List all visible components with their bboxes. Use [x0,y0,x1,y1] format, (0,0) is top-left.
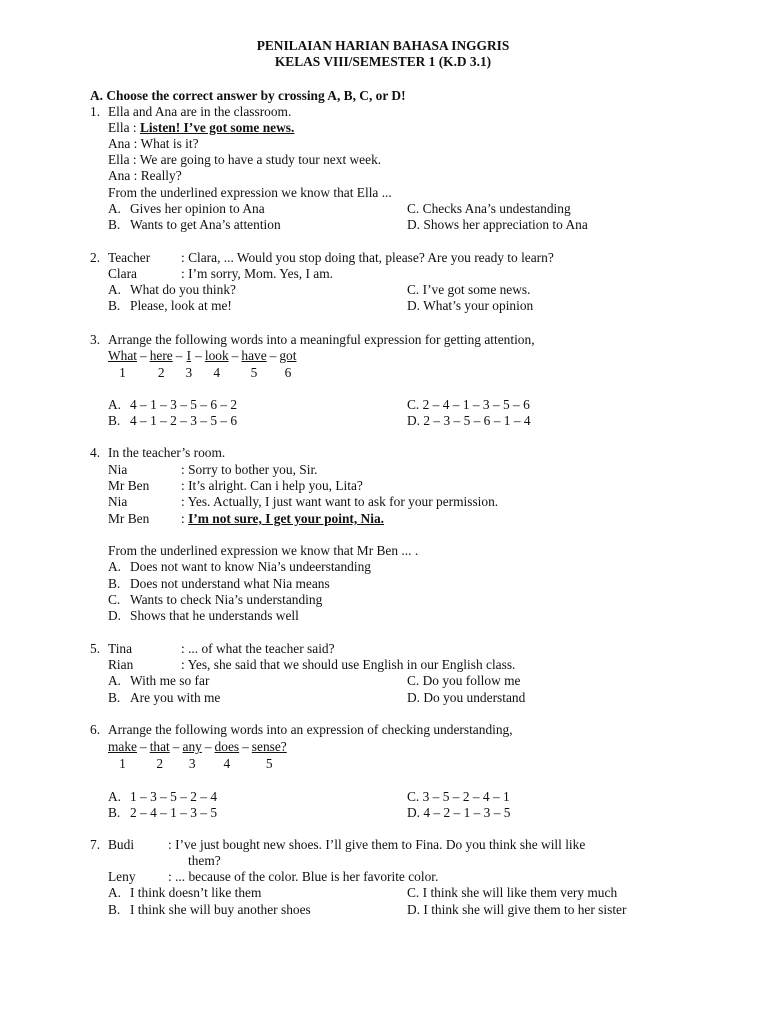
dialog-line [108,641,335,657]
option-letter: C. [407,282,420,297]
option-letter: D. [407,805,421,820]
speaker: Budi [108,837,135,852]
option-text: I think she will like them very much [422,885,618,900]
option-letter: A. [108,397,122,412]
option-letter: D. [407,217,421,232]
word: I [186,348,192,363]
question-number: 4. [90,445,101,460]
option-letter: B. [108,690,121,705]
word: look [204,348,229,363]
separator: – [140,348,147,363]
option-letter: A. [108,885,122,900]
option-text: 2 – 4 – 1 – 3 – 5 [130,805,218,820]
word-item [252,739,287,772]
option-d[interactable] [108,608,299,624]
option-a[interactable] [108,559,371,575]
word: got [279,348,297,363]
speaker: Mr Ben [108,478,150,493]
option-letter: B. [108,576,121,591]
question-instruction: Arrange the following words into a meaningful expression for getting attention, [108,332,535,347]
underlined-expression: I’m not sure, I get your point, Nia. [188,511,384,526]
separator: – [204,739,212,754]
dialog-text: : It’s alright. Can i help you, Lita? [181,478,363,493]
option-b[interactable] [108,413,237,429]
option-letter: B. [108,805,121,820]
option-text: Gives her opinion to Ana [130,201,265,216]
word-item [108,348,137,381]
option-letter: A. [108,559,122,574]
option-letter: C. [407,885,420,900]
dialog-text: : Clara, ... Would you stop doing that, please? Are you ready to learn? [181,250,554,265]
dialog-text: : Yes. Actually, I just want want to ask for your permission. [181,494,499,509]
option-b[interactable] [108,690,220,706]
option-letter: A. [108,789,122,804]
option-text: Does not understand what Nia means [130,576,330,591]
speaker: Ana : [108,136,138,151]
separator: – [172,739,180,754]
option-letter: A. [108,201,122,216]
option-letter: A. [108,673,122,688]
option-letter: D. [407,298,421,313]
option-letter: D. [407,902,421,917]
word-item [215,739,240,772]
option-text: I think she will give them to her sister [423,902,627,917]
word-number: 4 [213,365,221,380]
option-c[interactable] [407,282,531,298]
underlined-expression: Listen! I’ve got some news. [140,120,295,135]
option-text: What’s your opinion [423,298,534,313]
separator: – [231,348,239,363]
speaker: Ana : [108,168,138,183]
speaker: Ella : [108,120,137,135]
option-c[interactable] [407,789,510,805]
separator: – [195,348,202,363]
dialog-line [108,462,318,478]
dialog-text: We are going to have a study tour next week. [139,152,382,167]
option-text: Are you with me [130,690,221,705]
option-letter: A. [108,282,122,297]
word-number: 2 [157,365,165,380]
question-intro: In the teacher’s room. [108,445,226,460]
word-number: 1 [119,365,126,380]
word-item [185,348,192,381]
question-prompt: From the underlined expression we know that Ella ... [108,185,392,200]
speaker: Teacher [108,250,151,265]
dialog-line [108,869,438,885]
colon: : [181,511,189,526]
option-text: 2 – 3 – 5 – 6 – 1 – 4 [423,413,531,428]
option-text: Wants to check Nia’s understanding [130,592,323,607]
separator: – [242,739,249,754]
word: have [241,348,267,363]
dialog-line [108,120,294,136]
option-text: Does not want to know Nia’s undeerstanding [130,559,371,574]
word-number: 5 [250,365,258,380]
dialog-continuation: them? [188,853,221,868]
option-text: 4 – 1 – 2 – 3 – 5 – 6 [130,413,238,428]
word-item [279,348,296,381]
option-text: Wants to get Ana’s attention [130,217,281,232]
option-c[interactable] [407,201,571,217]
dialog-line [108,250,554,266]
dialog-line [108,511,384,527]
word-item [108,739,137,772]
question-number: 1. [90,104,101,119]
option-a[interactable] [108,201,265,217]
option-letter: D. [407,413,421,428]
word-item [183,739,202,772]
question-number: 2. [90,250,101,265]
separator: – [140,739,147,754]
option-text: Please, look at me! [130,298,232,313]
word-item [205,348,229,381]
dialog-line [108,837,585,853]
option-b[interactable] [108,217,281,233]
word-item [241,348,266,381]
dialog-line [108,657,515,673]
word-number: 2 [156,756,164,771]
dialog-text: : Sorry to bother you, Sir. [181,462,318,477]
option-text: What do you think? [130,282,236,297]
option-text: I’ve got some news. [422,282,531,297]
option-letter: B. [108,298,121,313]
word: sense? [251,739,287,754]
dialog-text: What is it? [140,136,199,151]
option-text: Do you follow me [422,673,521,688]
speaker: Nia [108,494,128,509]
option-a[interactable] [108,789,217,805]
option-text: 3 – 5 – 2 – 4 – 1 [422,789,510,804]
dialog-line [108,494,498,510]
word-number: 3 [188,756,196,771]
option-text: With me so far [130,673,210,688]
option-text: 4 – 1 – 3 – 5 – 6 – 2 [130,397,238,412]
option-b[interactable] [108,576,330,592]
option-a[interactable] [108,673,209,689]
option-d[interactable] [407,902,626,918]
word: here [149,348,173,363]
option-letter: C. [108,592,121,607]
worksheet-title: PENILAIAN HARIAN BAHASA INGGRIS [256,38,510,53]
option-b[interactable] [108,298,232,314]
word-number: 6 [284,365,292,380]
word: does [214,739,240,754]
option-b[interactable] [108,902,311,918]
option-c[interactable] [407,673,520,689]
option-d[interactable] [407,805,510,821]
option-letter: B. [108,902,121,917]
speaker: Rian [108,657,134,672]
option-letter: C. [407,397,420,412]
question-instruction: Arrange the following words into an expression of checking understanding, [108,722,513,737]
separator: – [269,348,277,363]
option-letter: C. [407,789,420,804]
speaker: Nia [108,462,128,477]
option-letter: B. [108,217,121,232]
option-d[interactable] [407,298,533,314]
word-number: 5 [265,756,273,771]
option-letter: C. [407,201,420,216]
dialog-text: : I’m sorry, Mom. Yes, I am. [181,266,334,281]
question-prompt: From the underlined expression we know that Mr Ben ... . [108,543,419,558]
section-a-instruction: A. Choose the correct answer by crossing A, B, C, or D! [90,88,406,103]
option-d[interactable] [407,217,588,233]
option-letter: C. [407,673,420,688]
question-number: 6. [90,722,101,737]
speaker: Mr Ben [108,511,150,526]
word: What [108,348,137,363]
option-text: Shows her appreciation to Ana [423,217,588,232]
option-a[interactable] [108,282,236,298]
option-text: 4 – 2 – 1 – 3 – 5 [423,805,511,820]
dialog-line [108,478,363,494]
dialog-text: : Yes, she said that we should use English in our English class. [181,657,516,672]
option-text: Shows that he understands well [130,608,299,623]
word: any [182,739,202,754]
option-d[interactable] [407,690,525,706]
option-letter: D. [108,608,122,623]
option-a[interactable] [108,397,237,413]
separator: – [175,348,183,363]
speaker: Leny [108,869,136,884]
worksheet-subtitle: KELAS VIII/SEMESTER 1 (K.D 3.1) [274,54,492,69]
speaker: Tina [108,641,133,656]
option-text: I think doesn’t like them [130,885,262,900]
question-number: 5. [90,641,101,656]
question-number: 3. [90,332,101,347]
question-intro: Ella and Ana are in the classroom. [108,104,292,119]
option-d[interactable] [407,413,531,429]
dialog-text: : ... of what the teacher said? [181,641,335,656]
option-c[interactable] [407,397,530,413]
option-text: Checks Ana’s undestanding [422,201,571,216]
dialog-line [108,168,182,184]
word: that [149,739,170,754]
dialog-text: : ... because of the color. Blue is her favorite color. [168,869,439,884]
option-c[interactable] [407,885,617,901]
word-scramble [108,739,287,772]
option-a[interactable] [108,885,261,901]
speaker: Ella : [108,152,137,167]
word-number: 4 [223,756,231,771]
option-text: Do you understand [423,690,526,705]
dialog-text: Really? [140,168,182,183]
option-text: I think she will buy another shoes [130,902,311,917]
word-item [150,739,170,772]
option-b[interactable] [108,805,217,821]
word-item [150,348,173,381]
option-c[interactable] [108,592,322,608]
option-letter: D. [407,690,421,705]
option-letter: B. [108,413,121,428]
word: make [108,739,137,754]
dialog-line [108,152,381,168]
word-number: 1 [119,756,126,771]
dialog-text: : I’ve just bought new shoes. I’ll give them to Fina. Do you think she will like [168,837,586,852]
dialog-line [108,266,333,282]
dialog-line [108,136,199,152]
option-text: 2 – 4 – 1 – 3 – 5 – 6 [422,397,530,412]
question-number: 7. [90,837,101,852]
option-text: 1 – 3 – 5 – 2 – 4 [130,789,218,804]
speaker: Clara [108,266,137,281]
word-number: 3 [185,365,193,380]
word-scramble [108,348,296,381]
